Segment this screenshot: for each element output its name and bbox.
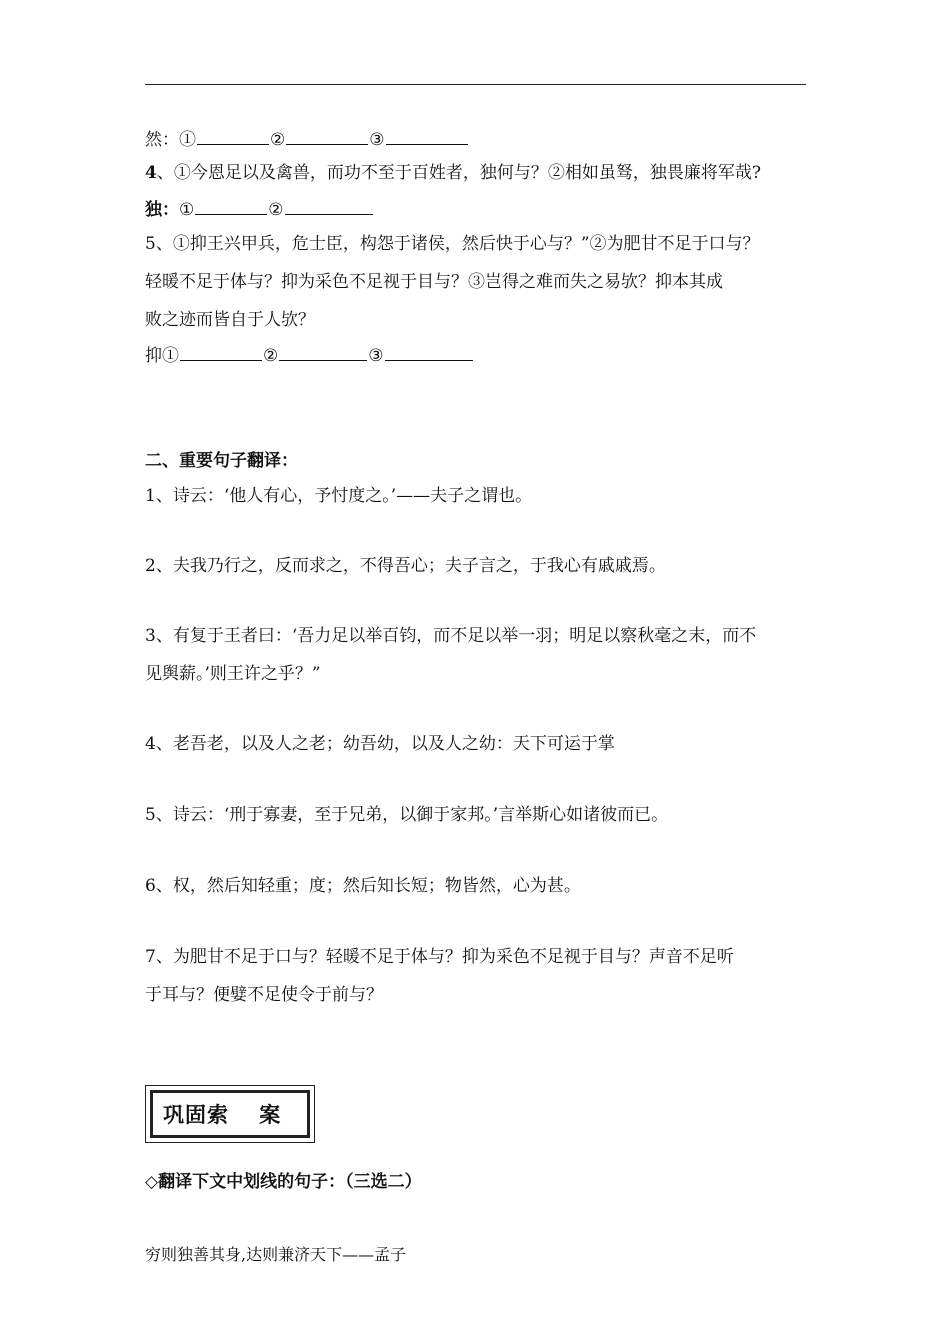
sentence-item: 1、诗云：‘他人有心，予忖度之。’——夫子之谓也。: [145, 486, 533, 506]
blank-field[interactable]: [195, 196, 267, 215]
blank-field[interactable]: [385, 342, 473, 361]
question-text: 、①今恩足以及禽兽，而功不至于百姓者，独何与？②相如虽驽，独畏廉将军哉?: [156, 163, 761, 183]
section-heading: ◇翻译下文中划线的句子：（三选二）: [145, 1172, 422, 1192]
sentence-item: 3、有复于王者曰：‘吾力足以举百钧，而不足以举一羽；明足以察秋毫之末，而不: [145, 626, 757, 646]
question-number: 4: [145, 163, 157, 183]
sentence-item: 2、夫我乃行之，反而求之，不得吾心；夫子言之，于我心有戚戚焉。: [145, 556, 666, 576]
source-title: 穷则独善其身,达则兼济天下——孟子: [145, 1245, 407, 1264]
blank-field[interactable]: [286, 126, 368, 145]
yi-fill-line: 抑① ② ③: [145, 342, 474, 368]
blank-field[interactable]: [386, 126, 468, 145]
question-5-line-1: 5、①抑王兴甲兵，危士臣，构怨于诸侯，然后快于心与？”②为肥甘不足于口与？: [145, 234, 760, 254]
section-title-box: [145, 1085, 315, 1143]
ran-label: 然：: [145, 130, 179, 150]
box-title: 巩固索 案: [163, 1103, 282, 1127]
blank-field[interactable]: [197, 126, 269, 145]
sentence-item-continued: 于耳与？便嬖不足使令于前与？: [145, 985, 383, 1005]
sentence-item: 4、老吾老，以及人之老；幼吾幼，以及人之幼：天下可运于掌: [145, 734, 615, 754]
sentence-item-continued: 见舆薪。’则王许之乎？”: [145, 664, 321, 684]
sentence-item: 7、为肥甘不足于口与？轻暖不足于体与？抑为采色不足视于目与？声音不足听: [145, 947, 734, 967]
blank-field[interactable]: [279, 342, 367, 361]
sentence-item: 5、诗云：‘刑于寡妻，至于兄弟，以御于家邦。’言举斯心如诸彼而已。: [145, 805, 669, 825]
question-4: [145, 161, 761, 185]
question-5-line-3: 败之迹而皆自于人欤？: [145, 310, 315, 330]
ran-fill-line: 然：① ② ③: [145, 126, 469, 152]
header-rule: [145, 84, 806, 85]
question-5-line-2: 轻暖不足于体与？抑为采色不足视于目与？③岂得之难而失之易欤？抑本其成: [145, 272, 723, 292]
sentence-item: 6、权，然后知轻重；度；然后知长短；物皆然，心为甚。: [145, 876, 581, 896]
blank-field[interactable]: [285, 196, 373, 215]
du-label: 独：: [145, 200, 179, 220]
yi-label: 抑: [145, 346, 162, 366]
section-heading: 二、重要句子翻译：: [145, 451, 298, 471]
blank-field[interactable]: [180, 342, 262, 361]
du-fill-line: 独：① ②: [145, 196, 374, 222]
